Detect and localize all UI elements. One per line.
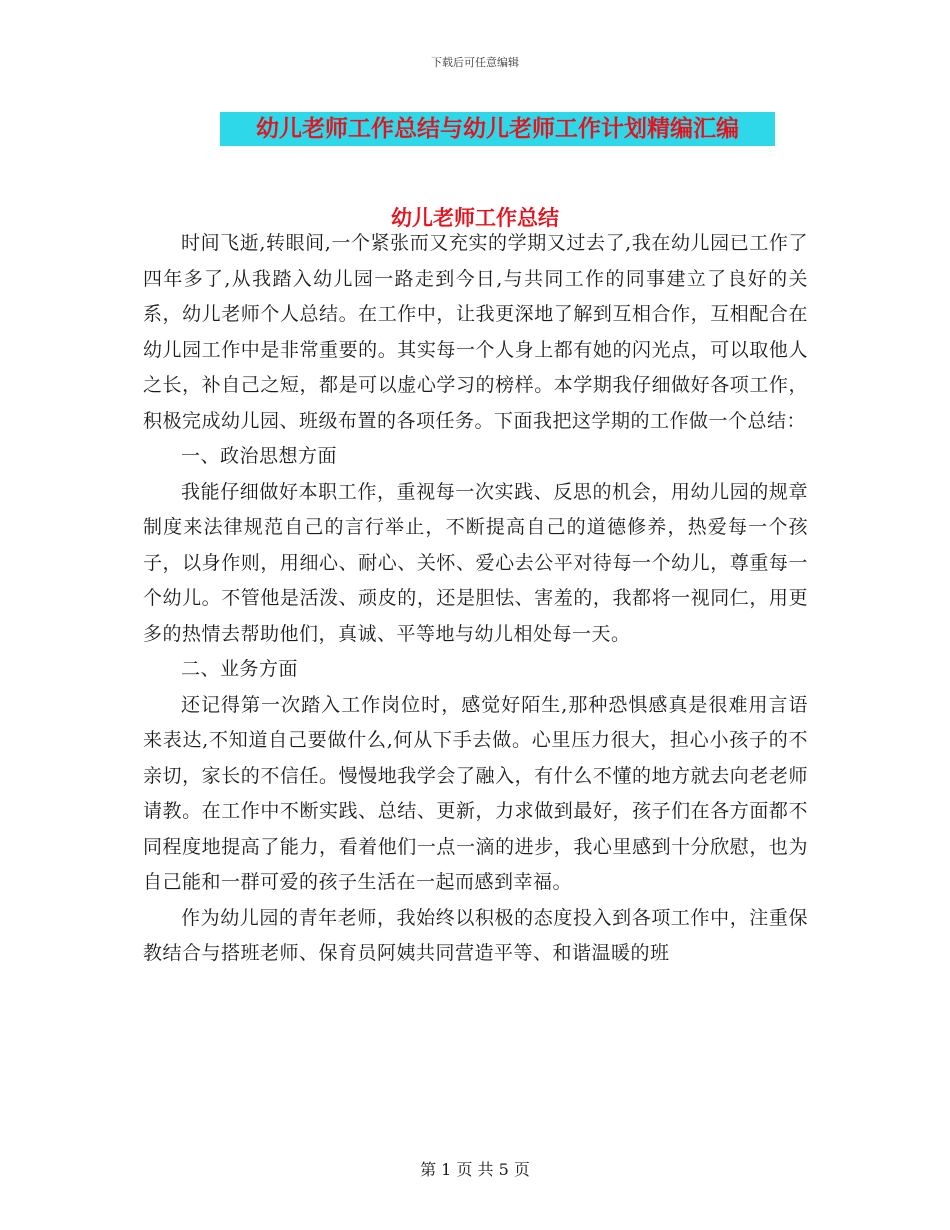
document-title: 幼儿老师工作总结与幼儿老师工作计划精编汇编 <box>220 112 775 146</box>
heading-political: 一、政治思想方面 <box>181 445 338 467</box>
paragraph-business: 还记得第一次踏入工作岗位时，感觉好陌生,那种恐惧感真是很难用言语来表达,不知道自己要做什么,何从下手去做。心里压力很大，担心小孩子的不亲切，家长的不信任。慢慢地我学会了融入，有什么不懂的地方就去向老老师请教。在工作中不断实践、总结、更新，力求做到最好，孩子们在各方面都不同程度地提高了能力，看着他们一点一滴的进步，我心里感到十分欣慰，也为自己能和一群可爱的孩子生活在一起而感到幸福。 <box>143 693 808 893</box>
heading-business: 二、业务方面 <box>181 658 299 680</box>
paragraph-political: 我能仔细做好本职工作，重视每一次实践、反思的机会，用幼儿园的规章制度来法律规范自己的言行举止，不断提高自己的道德修养，热爱每一个孩子，以身作则，用细心、耐心、关怀、爱心去公平对待每一个幼儿，尊重每一个幼儿。不管他是活泼、顽皮的，还是胆怯、害羞的，我都将一视同仁，用更多的热情去帮助他们，真诚、平等地与幼儿相处每一天。 <box>143 480 808 645</box>
document-body <box>143 226 808 972</box>
section-title: 幼儿老师工作总结 <box>391 206 559 230</box>
page-footer: 第 1 页 共 5 页 <box>420 1160 530 1179</box>
paragraph-intro: 时间飞逝,转眼间,一个紧张而又充实的学期又过去了,我在幼儿园已工作了四年多了,从我踏入幼儿园一路走到今日,与共同工作的同事建立了良好的关系，幼儿老师个人总结。在工作中，让我更深地了解到互相合作，互相配合在幼儿园工作中是非常重要的。其实每一个人身上都有她的闪光点，可以取他人之长，补自己之短，都是可以虚心学习的榜样。本学期我仔细做好各项工作，积极完成幼儿园、班级布置的各项任务。下面我把这学期的工作做一个总结： <box>143 232 808 432</box>
header-note: 下载后可任意编辑 <box>431 56 519 69</box>
paragraph-young-teacher: 作为幼儿园的青年老师，我始终以积极的态度投入到各项工作中，注重保教结合与搭班老师、保育员阿姨共同营造平等、和谐温暖的班 <box>143 906 808 964</box>
